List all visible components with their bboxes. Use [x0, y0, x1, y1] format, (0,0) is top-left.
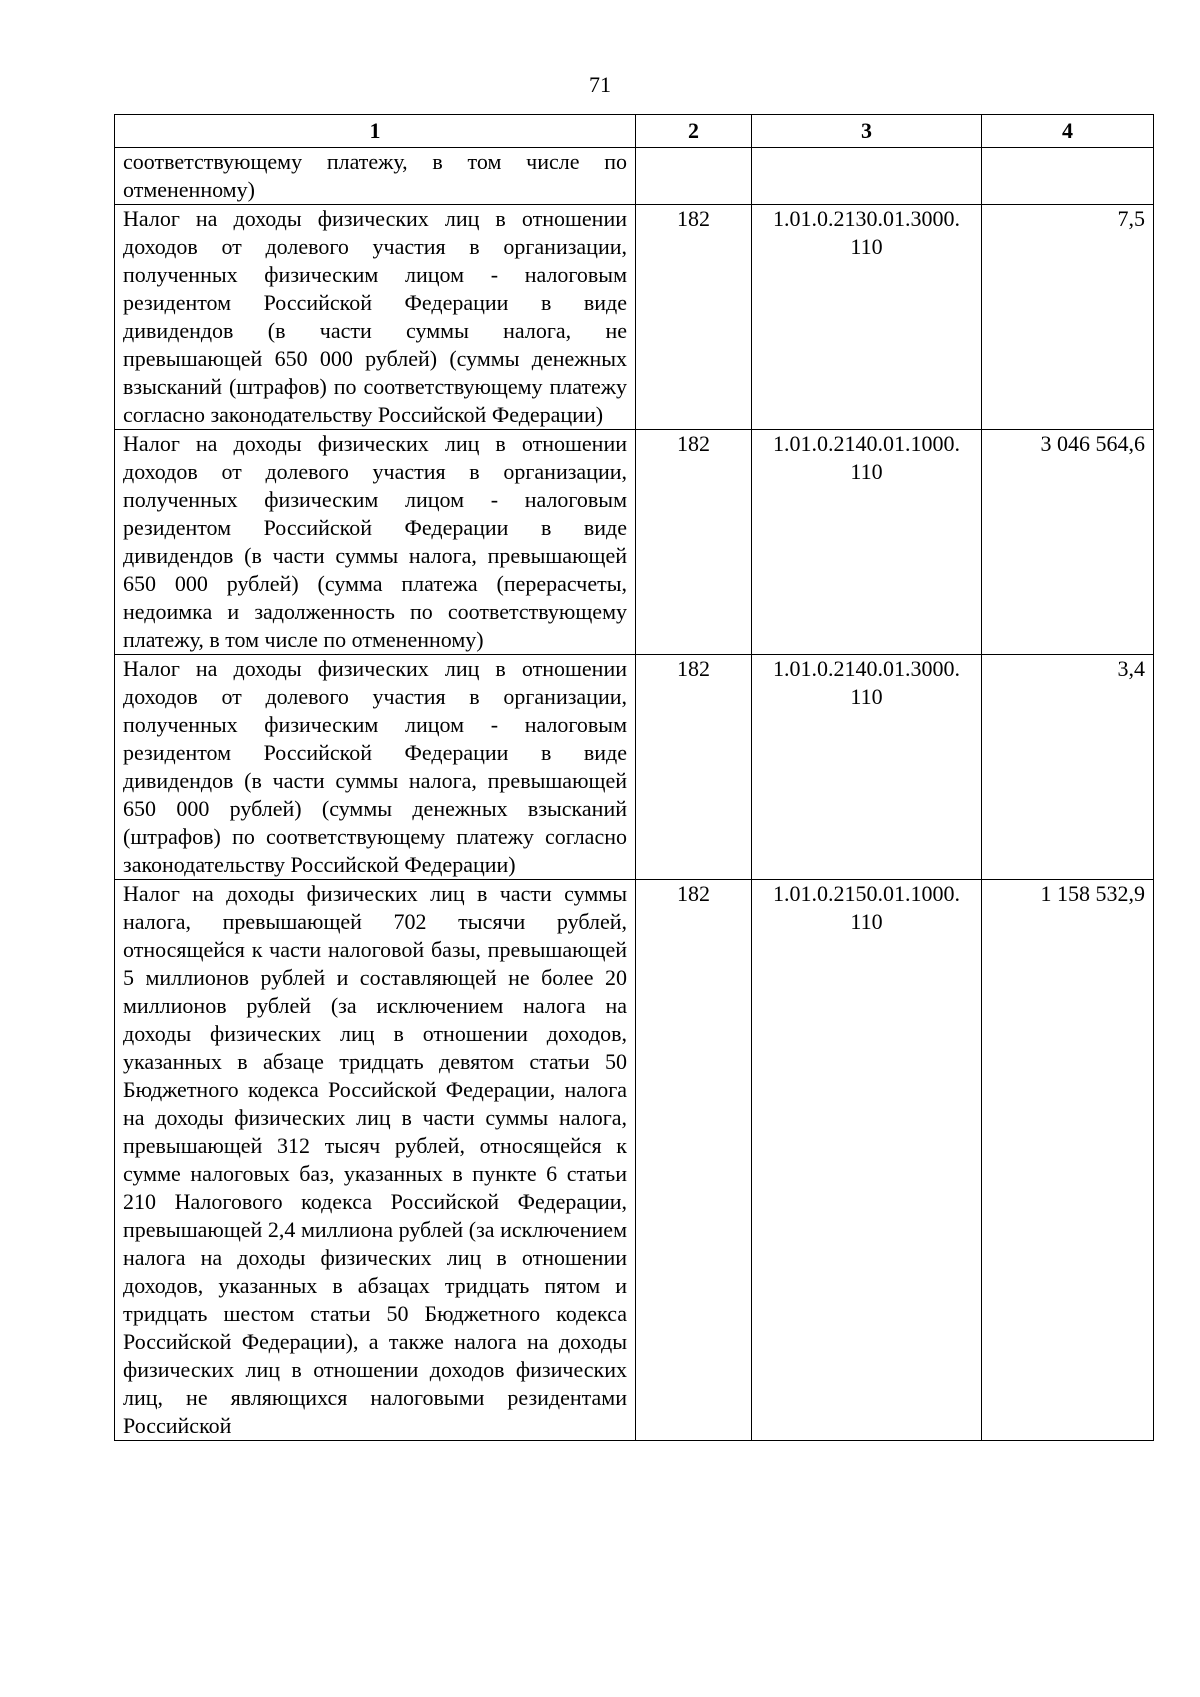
row-name-cell: Налог на доходы физических лиц в отношении доходов от долевого участия в организации, полученных физическим лицом - налоговым резидентом Российской Федерации в виде дивидендов (в части суммы налога, превышающей 650 000 рублей) (суммы денежных взысканий (штрафов) по соответствующему платежу согласно законодательству Российской Федерации)	[115, 655, 636, 880]
table-row	[115, 880, 1154, 1441]
budget-revenue-table	[114, 114, 1154, 1441]
row-code-cell: 1.01.0.2130.01.3000. 110	[752, 205, 982, 430]
table-row	[115, 430, 1154, 655]
row-admin-cell: 182	[636, 205, 752, 430]
row-amount-cell: 1 158 532,9	[982, 880, 1154, 1441]
column-header-code: 3	[752, 115, 982, 148]
row-code-cell	[752, 148, 982, 205]
row-admin-cell: 182	[636, 880, 752, 1441]
row-amount-cell: 3,4	[982, 655, 1154, 880]
table-row	[115, 148, 1154, 205]
row-name-cell: Налог на доходы физических лиц в отношении доходов от долевого участия в организации, полученных физическим лицом - налоговым резидентом Российской Федерации в виде дивидендов (в части суммы налога, не превышающей 650 000 рублей) (суммы денежных взысканий (штрафов) по соответствующему платежу согласно законодательству Российской Федерации)	[115, 205, 636, 430]
row-admin-cell: 182	[636, 655, 752, 880]
row-name-cell: Налог на доходы физических лиц в отношении доходов от долевого участия в организации, полученных физическим лицом - налоговым резидентом Российской Федерации в виде дивидендов (в части суммы налога, превышающей 650 000 рублей) (сумма платежа (перерасчеты, недоимка и задолженность по соответствующему платежу, в том числе по отмененному)	[115, 430, 636, 655]
column-header-name: 1	[115, 115, 636, 148]
column-header-admin: 2	[636, 115, 752, 148]
row-name-cell: Налог на доходы физических лиц в части суммы налога, превышающей 702 тысячи рублей, относящейся к части налоговой базы, превышающей 5 миллионов рублей и составляющей не более 20 миллионов рублей (за исключением налога на доходы физических лиц в отношении доходов, указанных в абзаце тридцать девятом статьи 50 Бюджетного кодекса Российской Федерации, налога на доходы физических лиц в части суммы налога, превышающей 312 тысяч рублей, относящейся к сумме налоговых баз, указанных в пункте 6 статьи 210 Налогового кодекса Российской Федерации, превышающей 2,4 миллиона рублей (за исключением налога на доходы физических лиц в отношении доходов, указанных в абзацах тридцать пятом и тридцать шестом статьи 50 Бюджетного кодекса Российской Федерации), а также налога на доходы физических лиц в отношении доходов физических лиц, не являющихся налоговыми резидентами Российской	[115, 880, 636, 1441]
row-code-cell: 1.01.0.2140.01.1000. 110	[752, 430, 982, 655]
row-amount-cell: 7,5	[982, 205, 1154, 430]
row-admin-cell	[636, 148, 752, 205]
row-amount-cell	[982, 148, 1154, 205]
column-header-amount: 4	[982, 115, 1154, 148]
table-header-row	[115, 115, 1154, 148]
page-number: 71	[589, 72, 611, 97]
table-row	[115, 205, 1154, 430]
row-amount-cell: 3 046 564,6	[982, 430, 1154, 655]
row-name-cell: соответствующему платежу, в том числе по отмененному)	[115, 148, 636, 205]
row-code-cell: 1.01.0.2150.01.1000. 110	[752, 880, 982, 1441]
row-admin-cell: 182	[636, 430, 752, 655]
row-code-cell: 1.01.0.2140.01.3000. 110	[752, 655, 982, 880]
table-row	[115, 655, 1154, 880]
